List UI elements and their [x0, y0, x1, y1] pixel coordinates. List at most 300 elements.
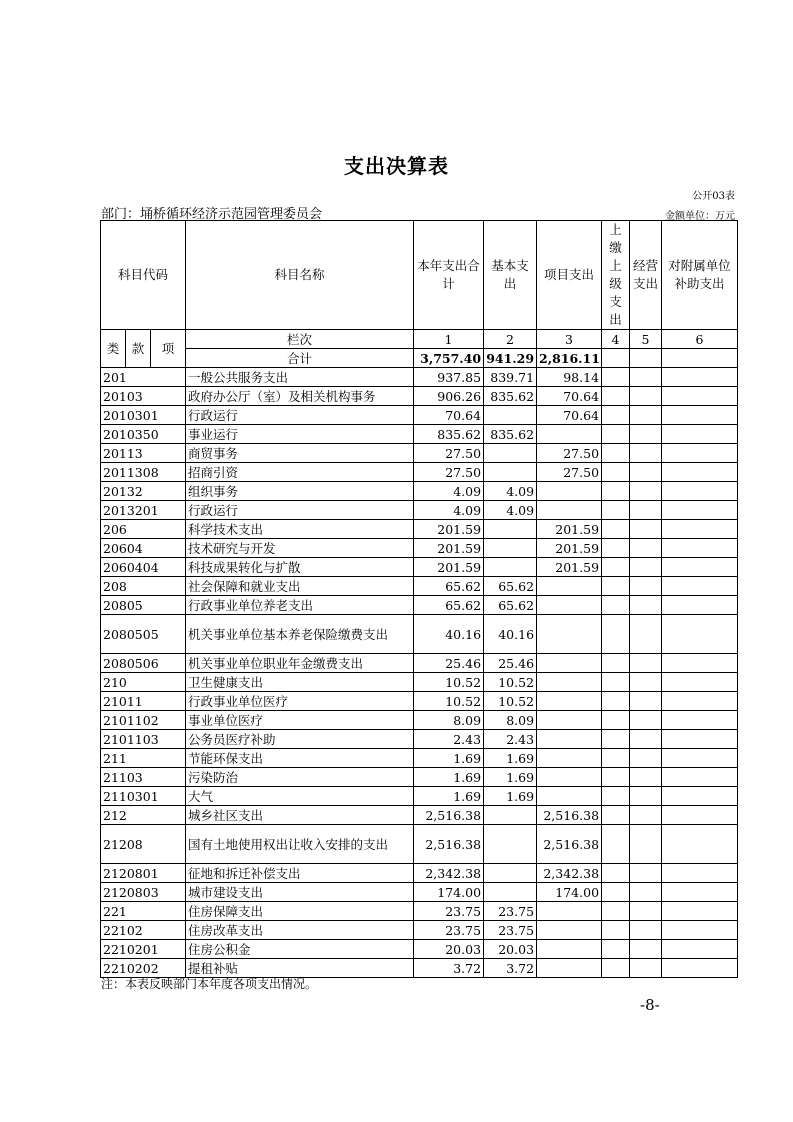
table-row [101, 692, 738, 711]
amount-unit: 金额单位：万元 [665, 211, 735, 222]
row-basic [484, 520, 537, 539]
row-upper [602, 444, 630, 463]
row-project [537, 673, 602, 692]
table-row [101, 444, 738, 463]
row-total: 20.03 [414, 940, 484, 959]
row-business [630, 406, 662, 425]
col-number-2: 2 [484, 330, 537, 349]
row-basic: 23.75 [484, 921, 537, 940]
row-basic: 10.52 [484, 692, 537, 711]
row-upper [602, 501, 630, 520]
row-project [537, 730, 602, 749]
row-basic: 65.62 [484, 596, 537, 615]
row-code: 2101102 [101, 711, 186, 730]
row-subsidy [662, 959, 738, 978]
row-total: 27.50 [414, 444, 484, 463]
row-total: 10.52 [414, 692, 484, 711]
row-business [630, 444, 662, 463]
header-row [101, 221, 738, 330]
row-business [630, 749, 662, 768]
row-total: 27.50 [414, 463, 484, 482]
row-code: 20103 [101, 387, 186, 406]
row-subsidy [662, 787, 738, 806]
header-project: 项目支出 [537, 221, 602, 330]
row-basic: 1.69 [484, 768, 537, 787]
row-total: 201.59 [414, 558, 484, 577]
row-basic: 23.75 [484, 902, 537, 921]
row-name: 卫生健康支出 [186, 673, 414, 692]
department-label: 部门：埇桥循环经济示范园管理委员会 [101, 207, 323, 222]
header-kuan: 款 [126, 330, 151, 368]
row-upper [602, 577, 630, 596]
row-business [630, 577, 662, 596]
row-code: 2011308 [101, 463, 186, 482]
row-project: 27.50 [537, 444, 602, 463]
table-row [101, 463, 738, 482]
row-total: 1.69 [414, 787, 484, 806]
row-code: 20132 [101, 482, 186, 501]
row-name: 城市建设支出 [186, 883, 414, 902]
row-project [537, 768, 602, 787]
row-basic: 4.09 [484, 482, 537, 501]
row-project [537, 940, 602, 959]
row-name: 城乡社区支出 [186, 806, 414, 825]
row-subsidy [662, 501, 738, 520]
row-name: 行政运行 [186, 406, 414, 425]
row-name: 公务员医疗补助 [186, 730, 414, 749]
row-project [537, 654, 602, 673]
row-name: 住房改革支出 [186, 921, 414, 940]
row-basic: 835.62 [484, 387, 537, 406]
row-upper [602, 902, 630, 921]
row-code: 201 [101, 368, 186, 387]
row-upper [602, 387, 630, 406]
row-total: 65.62 [414, 596, 484, 615]
row-code: 2210201 [101, 940, 186, 959]
row-project [537, 711, 602, 730]
total-row [101, 349, 738, 368]
row-business [630, 387, 662, 406]
row-total: 65.62 [414, 577, 484, 596]
row-name: 行政事业单位养老支出 [186, 596, 414, 615]
row-upper [602, 482, 630, 501]
row-business [630, 596, 662, 615]
row-business [630, 615, 662, 654]
row-name: 事业运行 [186, 425, 414, 444]
row-name: 技术研究与开发 [186, 539, 414, 558]
table-row [101, 520, 738, 539]
row-subsidy [662, 864, 738, 883]
table-note: 注：本表反映部门本年度各项支出情况。 [101, 977, 318, 991]
row-subsidy [662, 825, 738, 864]
row-code: 21011 [101, 692, 186, 711]
row-code: 2120801 [101, 864, 186, 883]
row-business [630, 902, 662, 921]
row-subsidy [662, 482, 738, 501]
total-project: 2,816.11 [537, 349, 602, 368]
row-total: 1.69 [414, 768, 484, 787]
row-basic [484, 406, 537, 425]
row-upper [602, 558, 630, 577]
row-project: 201.59 [537, 520, 602, 539]
table-row [101, 539, 738, 558]
row-business [630, 711, 662, 730]
row-business [630, 501, 662, 520]
row-upper [602, 539, 630, 558]
row-upper [602, 825, 630, 864]
row-total: 2,516.38 [414, 806, 484, 825]
row-total: 4.09 [414, 501, 484, 520]
row-business [630, 730, 662, 749]
row-project: 2,516.38 [537, 825, 602, 864]
row-subsidy [662, 368, 738, 387]
table-row [101, 577, 738, 596]
row-basic [484, 444, 537, 463]
row-basic: 8.09 [484, 711, 537, 730]
row-code: 2080506 [101, 654, 186, 673]
row-upper [602, 425, 630, 444]
row-project [537, 577, 602, 596]
row-code: 20604 [101, 539, 186, 558]
table-row [101, 921, 738, 940]
header-total: 本年支出合计 [414, 221, 484, 330]
row-basic: 65.62 [484, 577, 537, 596]
row-basic: 835.62 [484, 425, 537, 444]
row-name: 节能环保支出 [186, 749, 414, 768]
row-basic: 10.52 [484, 673, 537, 692]
table-row [101, 730, 738, 749]
row-upper [602, 768, 630, 787]
row-project [537, 749, 602, 768]
row-total: 8.09 [414, 711, 484, 730]
row-upper [602, 921, 630, 940]
col-number-6: 6 [662, 330, 738, 349]
header-lei: 类 [101, 330, 126, 368]
row-name: 住房公积金 [186, 940, 414, 959]
table-row [101, 406, 738, 425]
row-name: 提租补贴 [186, 959, 414, 978]
row-project [537, 921, 602, 940]
row-upper [602, 749, 630, 768]
header-business: 经营支出 [630, 221, 662, 330]
row-business [630, 558, 662, 577]
row-name: 机关事业单位职业年金缴费支出 [186, 654, 414, 673]
row-project: 70.64 [537, 406, 602, 425]
row-code: 206 [101, 520, 186, 539]
row-project [537, 902, 602, 921]
row-project: 2,342.38 [537, 864, 602, 883]
row-name: 政府办公厅（室）及相关机构事务 [186, 387, 414, 406]
row-business [630, 654, 662, 673]
row-total: 835.62 [414, 425, 484, 444]
table-row [101, 615, 738, 654]
row-code: 212 [101, 806, 186, 825]
row-business [630, 425, 662, 444]
row-project [537, 482, 602, 501]
row-name: 商贸事务 [186, 444, 414, 463]
row-subsidy [662, 921, 738, 940]
row-code: 2010350 [101, 425, 186, 444]
row-project [537, 615, 602, 654]
total-basic: 941.29 [484, 349, 537, 368]
table-row [101, 749, 738, 768]
row-subsidy [662, 463, 738, 482]
row-total: 906.26 [414, 387, 484, 406]
row-subsidy [662, 711, 738, 730]
row-basic [484, 539, 537, 558]
col-number-3: 3 [537, 330, 602, 349]
row-subsidy [662, 577, 738, 596]
total-business [630, 349, 662, 368]
row-business [630, 520, 662, 539]
row-basic [484, 463, 537, 482]
page-title: 支出决算表 [344, 154, 449, 178]
table-row [101, 654, 738, 673]
row-name: 大气 [186, 787, 414, 806]
row-project: 174.00 [537, 883, 602, 902]
row-project: 201.59 [537, 558, 602, 577]
row-business [630, 787, 662, 806]
row-basic [484, 864, 537, 883]
row-subsidy [662, 558, 738, 577]
row-upper [602, 615, 630, 654]
header-subsidy: 对附属单位补助支出 [662, 221, 738, 330]
row-basic: 40.16 [484, 615, 537, 654]
row-total: 937.85 [414, 368, 484, 387]
row-name: 科学技术支出 [186, 520, 414, 539]
row-code: 2010301 [101, 406, 186, 425]
row-basic: 2.43 [484, 730, 537, 749]
col-number-4: 4 [602, 330, 630, 349]
row-subsidy [662, 406, 738, 425]
row-code: 210 [101, 673, 186, 692]
row-upper [602, 806, 630, 825]
row-basic: 25.46 [484, 654, 537, 673]
row-code: 221 [101, 902, 186, 921]
row-subsidy [662, 673, 738, 692]
row-subsidy [662, 749, 738, 768]
row-total: 3.72 [414, 959, 484, 978]
row-total: 1.69 [414, 749, 484, 768]
row-upper [602, 406, 630, 425]
table-row [101, 806, 738, 825]
row-business [630, 768, 662, 787]
table-row [101, 596, 738, 615]
page-number: -8- [640, 996, 660, 1014]
header-code: 科目代码 [101, 221, 186, 330]
col-number-5: 5 [630, 330, 662, 349]
header-upper: 上缴上级支出 [602, 221, 630, 330]
row-business [630, 539, 662, 558]
row-subsidy [662, 806, 738, 825]
table-row [101, 387, 738, 406]
table-row [101, 425, 738, 444]
row-code: 2013201 [101, 501, 186, 520]
table-row [101, 482, 738, 501]
form-number: 公开03表 [692, 191, 735, 202]
row-subsidy [662, 444, 738, 463]
row-project [537, 787, 602, 806]
row-code: 21103 [101, 768, 186, 787]
table-row [101, 768, 738, 787]
total-upper [602, 349, 630, 368]
row-project [537, 596, 602, 615]
row-code: 21208 [101, 825, 186, 864]
row-project [537, 425, 602, 444]
row-project: 201.59 [537, 539, 602, 558]
row-total: 201.59 [414, 520, 484, 539]
row-name: 一般公共服务支出 [186, 368, 414, 387]
row-upper [602, 730, 630, 749]
column-number-row [101, 330, 738, 349]
row-code: 2060404 [101, 558, 186, 577]
expenditure-table [100, 220, 738, 978]
row-project [537, 501, 602, 520]
row-total: 23.75 [414, 921, 484, 940]
row-code: 2210202 [101, 959, 186, 978]
row-upper [602, 596, 630, 615]
row-business [630, 883, 662, 902]
row-basic: 20.03 [484, 940, 537, 959]
table-row [101, 501, 738, 520]
row-basic [484, 883, 537, 902]
row-subsidy [662, 940, 738, 959]
header-basic: 基本支出 [484, 221, 537, 330]
row-name: 组织事务 [186, 482, 414, 501]
row-code: 22102 [101, 921, 186, 940]
row-total: 2,516.38 [414, 825, 484, 864]
row-upper [602, 463, 630, 482]
table-row [101, 673, 738, 692]
row-business [630, 864, 662, 883]
row-basic [484, 825, 537, 864]
row-name: 国有土地使用权出让收入安排的支出 [186, 825, 414, 864]
row-name: 招商引资 [186, 463, 414, 482]
row-basic: 1.69 [484, 787, 537, 806]
row-upper [602, 959, 630, 978]
row-name: 科技成果转化与扩散 [186, 558, 414, 577]
row-business [630, 463, 662, 482]
table-row [101, 825, 738, 864]
row-upper [602, 864, 630, 883]
total-subsidy [662, 349, 738, 368]
row-upper [602, 883, 630, 902]
row-project [537, 959, 602, 978]
row-basic: 839.71 [484, 368, 537, 387]
row-total: 23.75 [414, 902, 484, 921]
row-total: 2.43 [414, 730, 484, 749]
row-total: 201.59 [414, 539, 484, 558]
row-project: 98.14 [537, 368, 602, 387]
row-basic: 4.09 [484, 501, 537, 520]
total-label: 合计 [186, 349, 414, 368]
row-project: 2,516.38 [537, 806, 602, 825]
row-code: 20805 [101, 596, 186, 615]
row-total: 40.16 [414, 615, 484, 654]
total-amount: 3,757.40 [414, 349, 484, 368]
row-code: 208 [101, 577, 186, 596]
row-upper [602, 673, 630, 692]
table-row [101, 940, 738, 959]
row-code: 2101103 [101, 730, 186, 749]
row-code: 211 [101, 749, 186, 768]
col-number-1: 1 [414, 330, 484, 349]
row-project [537, 692, 602, 711]
table-row [101, 368, 738, 387]
row-name: 社会保障和就业支出 [186, 577, 414, 596]
row-upper [602, 711, 630, 730]
row-name: 事业单位医疗 [186, 711, 414, 730]
row-subsidy [662, 425, 738, 444]
row-subsidy [662, 730, 738, 749]
header-lanci: 栏次 [186, 330, 414, 349]
row-subsidy [662, 692, 738, 711]
row-name: 机关事业单位基本养老保险缴费支出 [186, 615, 414, 654]
row-name: 征地和拆迁补偿支出 [186, 864, 414, 883]
row-name: 住房保障支出 [186, 902, 414, 921]
row-upper [602, 940, 630, 959]
row-business [630, 921, 662, 940]
row-name: 污染防治 [186, 768, 414, 787]
row-code: 2120803 [101, 883, 186, 902]
row-subsidy [662, 883, 738, 902]
row-code: 2110301 [101, 787, 186, 806]
table-row [101, 883, 738, 902]
row-upper [602, 692, 630, 711]
row-subsidy [662, 520, 738, 539]
row-subsidy [662, 768, 738, 787]
row-upper [602, 368, 630, 387]
row-upper [602, 787, 630, 806]
row-subsidy [662, 539, 738, 558]
header-name: 科目名称 [186, 221, 414, 330]
row-subsidy [662, 654, 738, 673]
row-total: 4.09 [414, 482, 484, 501]
row-code: 2080505 [101, 615, 186, 654]
row-name: 行政运行 [186, 501, 414, 520]
table-row [101, 902, 738, 921]
row-total: 70.64 [414, 406, 484, 425]
table-row [101, 558, 738, 577]
row-name: 行政事业单位医疗 [186, 692, 414, 711]
row-total: 174.00 [414, 883, 484, 902]
row-upper [602, 654, 630, 673]
row-basic [484, 806, 537, 825]
row-business [630, 673, 662, 692]
table-row [101, 864, 738, 883]
row-business [630, 692, 662, 711]
row-business [630, 825, 662, 864]
row-subsidy [662, 902, 738, 921]
row-basic: 3.72 [484, 959, 537, 978]
row-total: 25.46 [414, 654, 484, 673]
row-business [630, 806, 662, 825]
row-business [630, 482, 662, 501]
row-code: 20113 [101, 444, 186, 463]
row-basic [484, 558, 537, 577]
row-business [630, 959, 662, 978]
table-row [101, 711, 738, 730]
row-basic: 1.69 [484, 749, 537, 768]
row-business [630, 368, 662, 387]
row-subsidy [662, 387, 738, 406]
row-project: 27.50 [537, 463, 602, 482]
row-total: 10.52 [414, 673, 484, 692]
header-xiang: 项 [151, 330, 186, 368]
table-row [101, 787, 738, 806]
row-subsidy [662, 615, 738, 654]
row-total: 2,342.38 [414, 864, 484, 883]
